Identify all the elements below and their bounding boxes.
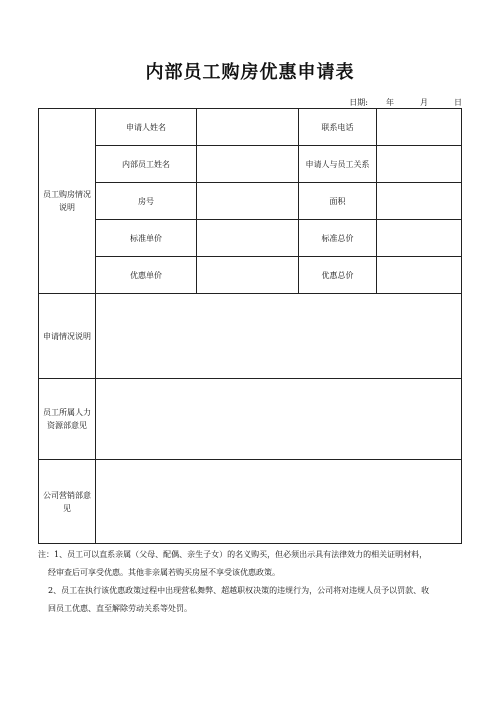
input-disc-total-price[interactable] xyxy=(377,257,462,294)
form-title: 内部员工购房优惠申请表 xyxy=(145,62,355,83)
section-application-text: 申请情况说明 xyxy=(43,331,91,341)
section-sales-label xyxy=(39,460,96,544)
input-disc-unit-price[interactable] xyxy=(197,257,299,294)
section-hr-label xyxy=(39,379,96,460)
input-sales-opinion[interactable] xyxy=(96,460,462,544)
input-std-total-price[interactable] xyxy=(377,220,462,257)
date-year-label: 年 xyxy=(386,98,394,107)
section-purchase-text: 员工购房情况说明 xyxy=(43,190,91,212)
input-room-no[interactable] xyxy=(197,183,299,220)
notes-block xyxy=(38,546,466,618)
row-sales-opinion xyxy=(39,460,462,544)
note-line-1: 注：1、员工可以直系亲属（父母、配偶、亲生子女）的名义购买，但必须出示具有法律效力的相关证明材料， xyxy=(38,550,428,559)
note-line-2: 经审查后可享受优惠。其他非亲属若购买房屋不享受该优惠政策。 xyxy=(48,568,280,577)
label-applicant-name: 申请人姓名 xyxy=(96,109,197,146)
row-application-desc xyxy=(39,294,462,379)
label-contact-phone: 联系电话 xyxy=(299,109,377,146)
section-purchase-label xyxy=(39,109,96,294)
section-sales-text: 公司营销部意见 xyxy=(43,490,91,513)
label-std-unit-price: 标准单价 xyxy=(96,220,197,257)
input-relationship[interactable] xyxy=(377,146,462,183)
row-employee xyxy=(39,146,462,183)
row-applicant xyxy=(39,109,462,146)
input-std-unit-price[interactable] xyxy=(197,220,299,257)
label-std-total-price: 标准总价 xyxy=(299,220,377,257)
note-line-3: 2、员工在执行该优惠政策过程中出现营私舞弊、超越职权决策的违规行为，公司将对违规人员予以罚款、收 xyxy=(48,586,430,595)
label-relationship: 申请人与员工关系 xyxy=(299,146,377,183)
input-application-desc[interactable] xyxy=(96,294,462,379)
date-day-label: 日 xyxy=(454,98,462,107)
label-disc-total-price: 优惠总价 xyxy=(299,257,377,294)
label-room-no: 房号 xyxy=(96,183,197,220)
input-hr-opinion[interactable] xyxy=(96,379,462,460)
row-standard-price xyxy=(39,220,462,257)
row-room xyxy=(39,183,462,220)
date-label: 日期: xyxy=(349,98,368,107)
input-area[interactable] xyxy=(377,183,462,220)
date-row xyxy=(349,97,462,108)
note-line-4: 回员工优惠、直至解除劳动关系等处罚。 xyxy=(48,604,192,613)
input-employee-name[interactable] xyxy=(197,146,299,183)
row-discount-price xyxy=(39,257,462,294)
section-hr-text: 员工所属人力资源部意见 xyxy=(43,408,91,430)
label-employee-name: 内部员工姓名 xyxy=(96,146,197,183)
label-area: 面积 xyxy=(299,183,377,220)
row-hr-opinion xyxy=(39,379,462,460)
section-application-label xyxy=(39,294,96,379)
label-disc-unit-price: 优惠单价 xyxy=(96,257,197,294)
date-month-label: 月 xyxy=(420,98,428,107)
application-form-table xyxy=(38,108,462,544)
input-contact-phone[interactable] xyxy=(377,109,462,146)
input-applicant-name[interactable] xyxy=(197,109,299,146)
